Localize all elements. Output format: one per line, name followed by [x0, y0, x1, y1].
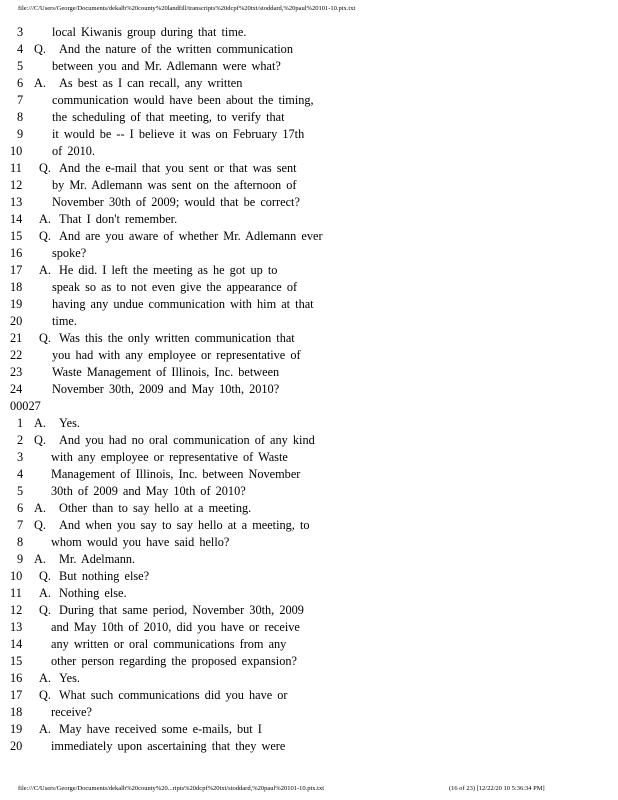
speaker-label: A. [39, 212, 51, 226]
line-number: 16 [10, 246, 23, 260]
line-number: 12 [10, 603, 23, 617]
transcript-line [0, 653, 618, 670]
transcript-line [0, 738, 618, 755]
line-number: 16 [10, 671, 23, 685]
line-number: 10 [10, 569, 23, 583]
transcript-line [0, 381, 618, 398]
transcript-line [0, 262, 618, 279]
line-text: you had with any employee or representative of [52, 348, 301, 362]
transcript-line [0, 585, 618, 602]
line-text: And when you say to say hello at a meeting, to [59, 518, 310, 532]
line-number: 15 [10, 229, 23, 243]
transcript-line [0, 636, 618, 653]
transcript-line [0, 568, 618, 585]
line-text: And you had no oral communication of any kind [59, 433, 315, 447]
line-number: 8 [17, 110, 24, 124]
line-number: 5 [17, 484, 24, 498]
transcript-line [0, 670, 618, 687]
line-number: 15 [10, 654, 23, 668]
line-number: 1 [17, 416, 24, 430]
line-text: it would be -- I believe it was on February 17th [52, 127, 305, 141]
speaker-label: A. [34, 552, 46, 566]
speaker-label: Q. [39, 603, 51, 617]
line-text: Management of Illinois, Inc. between November [51, 467, 301, 481]
transcript-line [0, 279, 618, 296]
line-number: 24 [10, 382, 23, 396]
line-text: immediately upon ascertaining that they were [51, 739, 286, 753]
speaker-label: Q. [34, 42, 46, 56]
line-text: the scheduling of that meeting, to verify that [52, 110, 285, 124]
line-text: Waste Management of Illinois, Inc. between [52, 365, 280, 379]
speaker-label: Q. [39, 229, 51, 243]
line-number: 13 [10, 195, 23, 209]
transcript-line [0, 211, 618, 228]
transcript-line [0, 721, 618, 738]
line-number: 18 [10, 705, 23, 719]
transcript-line [0, 296, 618, 313]
line-text: with any employee or representative of Waste [51, 450, 288, 464]
speaker-label: A. [39, 586, 51, 600]
line-text: communication would have been about the timing, [52, 93, 314, 107]
line-text: receive? [51, 705, 92, 719]
line-text: speak so as to not even give the appearance of [52, 280, 298, 294]
line-number: 4 [17, 467, 24, 481]
page-number-marker [0, 398, 618, 415]
transcript-line [0, 41, 618, 58]
transcript-line [0, 126, 618, 143]
transcript-line [0, 687, 618, 704]
line-text: But nothing else? [59, 569, 150, 583]
speaker-label: A. [34, 76, 46, 90]
transcript-line [0, 58, 618, 75]
line-number: 12 [10, 178, 23, 192]
line-text: November 30th of 2009; would that be correct? [52, 195, 300, 209]
line-number: 14 [10, 212, 23, 226]
line-text: time. [52, 314, 77, 328]
line-number: 9 [17, 127, 24, 141]
transcript-line [0, 466, 618, 483]
speaker-label: Q. [39, 331, 51, 345]
line-text: by Mr. Adlemann was sent on the afternoon of [52, 178, 297, 192]
transcript-line [0, 534, 618, 551]
line-number: 5 [17, 59, 24, 73]
line-text: 30th of 2009 and May 10th of 2010? [51, 484, 246, 498]
line-number: 18 [10, 280, 23, 294]
line-text: During that same period, November 30th, 2009 [59, 603, 304, 617]
line-text: As best as I can recall, any written [59, 76, 243, 90]
line-text: And the nature of the written communication [59, 42, 293, 56]
line-number: 19 [10, 722, 23, 736]
transcript-line [0, 602, 618, 619]
file-path-header: file:///C/Users/George/Documents/dekalb%20county%20landfill/transcripts%20dcpf%20txt/stoddard,%20paul%20101-10.ptx.txt [18, 5, 356, 12]
line-text: Other than to say hello at a meeting. [59, 501, 252, 515]
speaker-label: A. [39, 263, 51, 277]
line-number: 17 [10, 263, 23, 277]
transcript-line [0, 551, 618, 568]
transcript-line [0, 347, 618, 364]
speaker-label: Q. [34, 433, 46, 447]
line-number: 7 [17, 518, 24, 532]
line-text: of 2010. [52, 144, 95, 158]
line-number: 20 [10, 314, 23, 328]
transcript-line [0, 483, 618, 500]
line-text: Yes. [59, 671, 80, 685]
line-text: May have received some e-mails, but I [59, 722, 262, 736]
transcript-line [0, 313, 618, 330]
line-number: 2 [17, 433, 24, 447]
speaker-label: A. [39, 671, 51, 685]
line-number: 22 [10, 348, 23, 362]
speaker-label: Q. [34, 518, 46, 532]
line-number: 11 [10, 161, 22, 175]
line-text: between you and Mr. Adlemann were what? [52, 59, 281, 73]
line-text: other person regarding the proposed expansion? [51, 654, 297, 668]
transcript-line [0, 177, 618, 194]
speaker-label: A. [39, 722, 51, 736]
line-number: 7 [17, 93, 24, 107]
line-number: 19 [10, 297, 23, 311]
line-text: local Kiwanis group during that time. [52, 25, 247, 39]
transcript-line [0, 24, 618, 41]
line-number: 4 [17, 42, 24, 56]
transcript-line [0, 109, 618, 126]
line-number: 3 [17, 450, 24, 464]
transcript-line [0, 517, 618, 534]
transcript-line [0, 194, 618, 211]
line-text: Nothing else. [59, 586, 127, 600]
transcript-line [0, 92, 618, 109]
transcript-line [0, 330, 618, 347]
line-number: 14 [10, 637, 23, 651]
line-text: And are you aware of whether Mr. Adlemann ever [59, 229, 323, 243]
transcript-line [0, 245, 618, 262]
line-number: 9 [17, 552, 24, 566]
line-text: Mr. Adelmann. [59, 552, 136, 566]
speaker-label: A. [34, 416, 46, 430]
line-text: spoke? [52, 246, 87, 260]
line-text: Was this the only written communication that [59, 331, 295, 345]
page-info-footer: (16 of 23) [12/22/20 10 5:36:34 PM] [449, 785, 545, 792]
transcript-body [0, 24, 618, 755]
transcript-line [0, 160, 618, 177]
line-text: He did. I left the meeting as he got up to [59, 263, 278, 277]
line-number: 13 [10, 620, 23, 634]
speaker-label: A. [34, 501, 46, 515]
speaker-label: Q. [39, 161, 51, 175]
transcript-line [0, 449, 618, 466]
line-text: And the e-mail that you sent or that was sent [59, 161, 297, 175]
page-number: 00027 [10, 399, 41, 413]
file-path-footer: file:///C/Users/George/Documents/dekalb%20county%20...ripts%20dcpf%20txt/stoddard,%20paul%20101-10.ptx.txt [18, 785, 325, 792]
transcript-line [0, 415, 618, 432]
transcript-line [0, 364, 618, 381]
line-text: That I don't remember. [59, 212, 178, 226]
line-text: and May 10th of 2010, did you have or receive [51, 620, 300, 634]
transcript-line [0, 619, 618, 636]
line-number: 17 [10, 688, 23, 702]
line-number: 21 [10, 331, 23, 345]
line-number: 10 [10, 144, 23, 158]
transcript-line [0, 228, 618, 245]
transcript-line [0, 432, 618, 449]
line-text: any written or oral communications from any [51, 637, 287, 651]
line-number: 6 [17, 76, 24, 90]
transcript-line [0, 704, 618, 721]
line-number: 6 [17, 501, 24, 515]
line-text: having any undue communication with him at that [52, 297, 314, 311]
line-number: 23 [10, 365, 23, 379]
line-text: whom would you have said hello? [51, 535, 230, 549]
transcript-line [0, 75, 618, 92]
line-number: 3 [17, 25, 24, 39]
transcript-line [0, 500, 618, 517]
line-text: November 30th, 2009 and May 10th, 2010? [52, 382, 280, 396]
line-number: 11 [10, 586, 22, 600]
line-number: 8 [17, 535, 24, 549]
transcript-line [0, 143, 618, 160]
line-text: Yes. [59, 416, 80, 430]
speaker-label: Q. [39, 688, 51, 702]
line-text: What such communications did you have or [59, 688, 288, 702]
line-number: 20 [10, 739, 23, 753]
speaker-label: Q. [39, 569, 51, 583]
